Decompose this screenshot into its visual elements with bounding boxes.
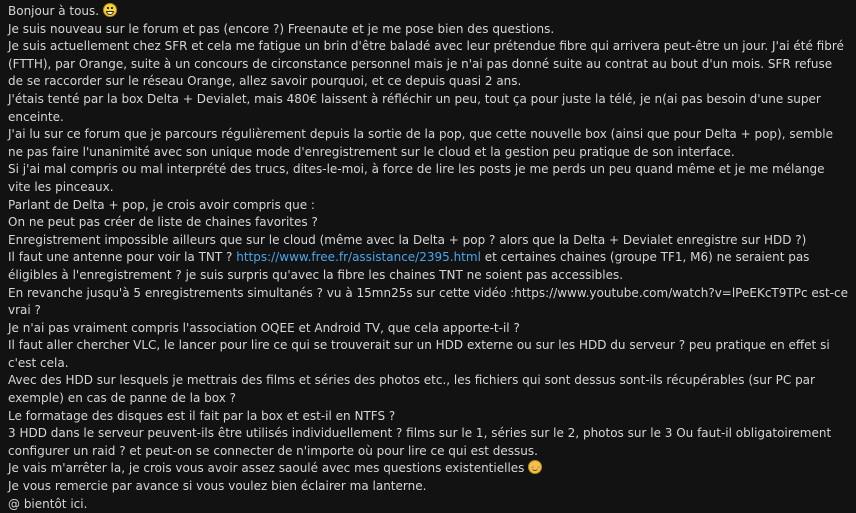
post-line: Parlant de Delta + pop, je crois avoir compris que : [8,197,315,212]
post-line: En revanche jusqu'à 5 enregistrements simultanés ? vu à 15mn25s sur cette vidéo :https://www.youtube.com/watch?v=lPeEKcT9TPc est-ce vrai ? [8,285,849,318]
blush-emoji-icon [528,460,542,474]
post-line: J'ai lu sur ce forum que je parcours régulièrement depuis la sortie de la pop, que cette nouvelle box (ainsi que pour Delta + pop), semble ne pas faire l'unanimité avec son unique mode d'enregistrement sur le cloud et la gestion peu pratique de son interface. [8,127,833,159]
post-line: On ne peut pas créer de liste de chaines favorites ? [8,215,318,230]
post-line: Je suis nouveau sur le forum et pas (encore ?) Freenaute et je me pose bien des questions. [8,21,555,36]
tnt-text-after: et certaines chaines (groupe TF1, M6) ne seraient pas éligibles à l'enregistrement ? je suis surpris qu'avec la fibre les chaines TNT ne soient pas accessibles. [8,250,810,282]
greeting-text: Bonjour à tous. [8,4,100,18]
post-line: J'étais tenté par la box Delta + Devialet, mais 480€ laissent à réfléchir un peu, tout ça pour juste la télé, je n(ai pas besoin d'une super enceinte. [8,91,821,124]
post-line: Enregistrement impossible ailleurs que sur le cloud (même avec la Delta + pop ? alors que la Delta + Devialet enregistre sur HDD ?) [8,232,807,247]
grin-emoji-icon [103,3,117,17]
post-line: Je n'ai pas vraiment compris l'association OQEE et Android TV, que cela apporte-t-il ? [8,320,520,335]
signoff-line: @ bientôt ici. [8,496,88,511]
tnt-line [8,249,850,284]
greeting-line [8,3,850,21]
post-line: Si j'ai mal compris ou mal interprété des trucs, dites-le-moi, à force de lire les posts je me perds un peu quand même et je me mélange vite les pinceaux. [8,162,825,194]
thanks-line: Je vous remercie par avance si vous voulez bien éclairer ma lanterne. [8,479,427,494]
post-line: 3 HDD dans le serveur peuvent-ils être utilisés individuellement ? films sur le 1, séries sur le 2, photos sur le 3 Ou faut-il obligatoirement configurer un raid ? et peut-on se connecter de n'importe où pour lire ce qui est dessus. [8,426,832,458]
post-line: Le formatage des disques est il fait par la box et est-il en NTFS ? [8,408,396,423]
post-line: Je suis actuellement chez SFR et cela me fatigue un brin d'être baladé avec leur prétendue fibre qui arrivera peut-être un jour. J'ai été fibré (FTTH), par Orange, suite à un concours de circonstance personnel mais je n'ai pas donné suite au contrat au bout d'un mois. SFR refuse de se raccorder sur le réseau Orange, allez savoir pourquoi, et ce depuis quasi 2 ans. [8,39,844,89]
last-question-text: Je vais m'arrêter la, je crois vous avoir assez saoulé avec mes questions existentielles [8,461,525,476]
forum-post-body [8,3,850,513]
post-line: Il faut aller chercher VLC, le lancer pour lire ce qui se trouverait sur un HDD externe ou sur les HDD du serveur ? peu pratique en effet si c'est cela. [8,338,830,370]
tnt-text-before: Il faut une antenne pour voir la TNT ? [8,250,237,265]
assistance-link[interactable]: https://www.free.fr/assistance/2395.html [236,250,481,265]
post-line: Avec des HDD sur lesquels je mettrais des films et séries des photos etc., les fichiers qui sont dessus sont-ils récupérables (sur PC par exemple) en cas de panne de la box ? [8,373,815,406]
last-question-line [8,460,850,478]
